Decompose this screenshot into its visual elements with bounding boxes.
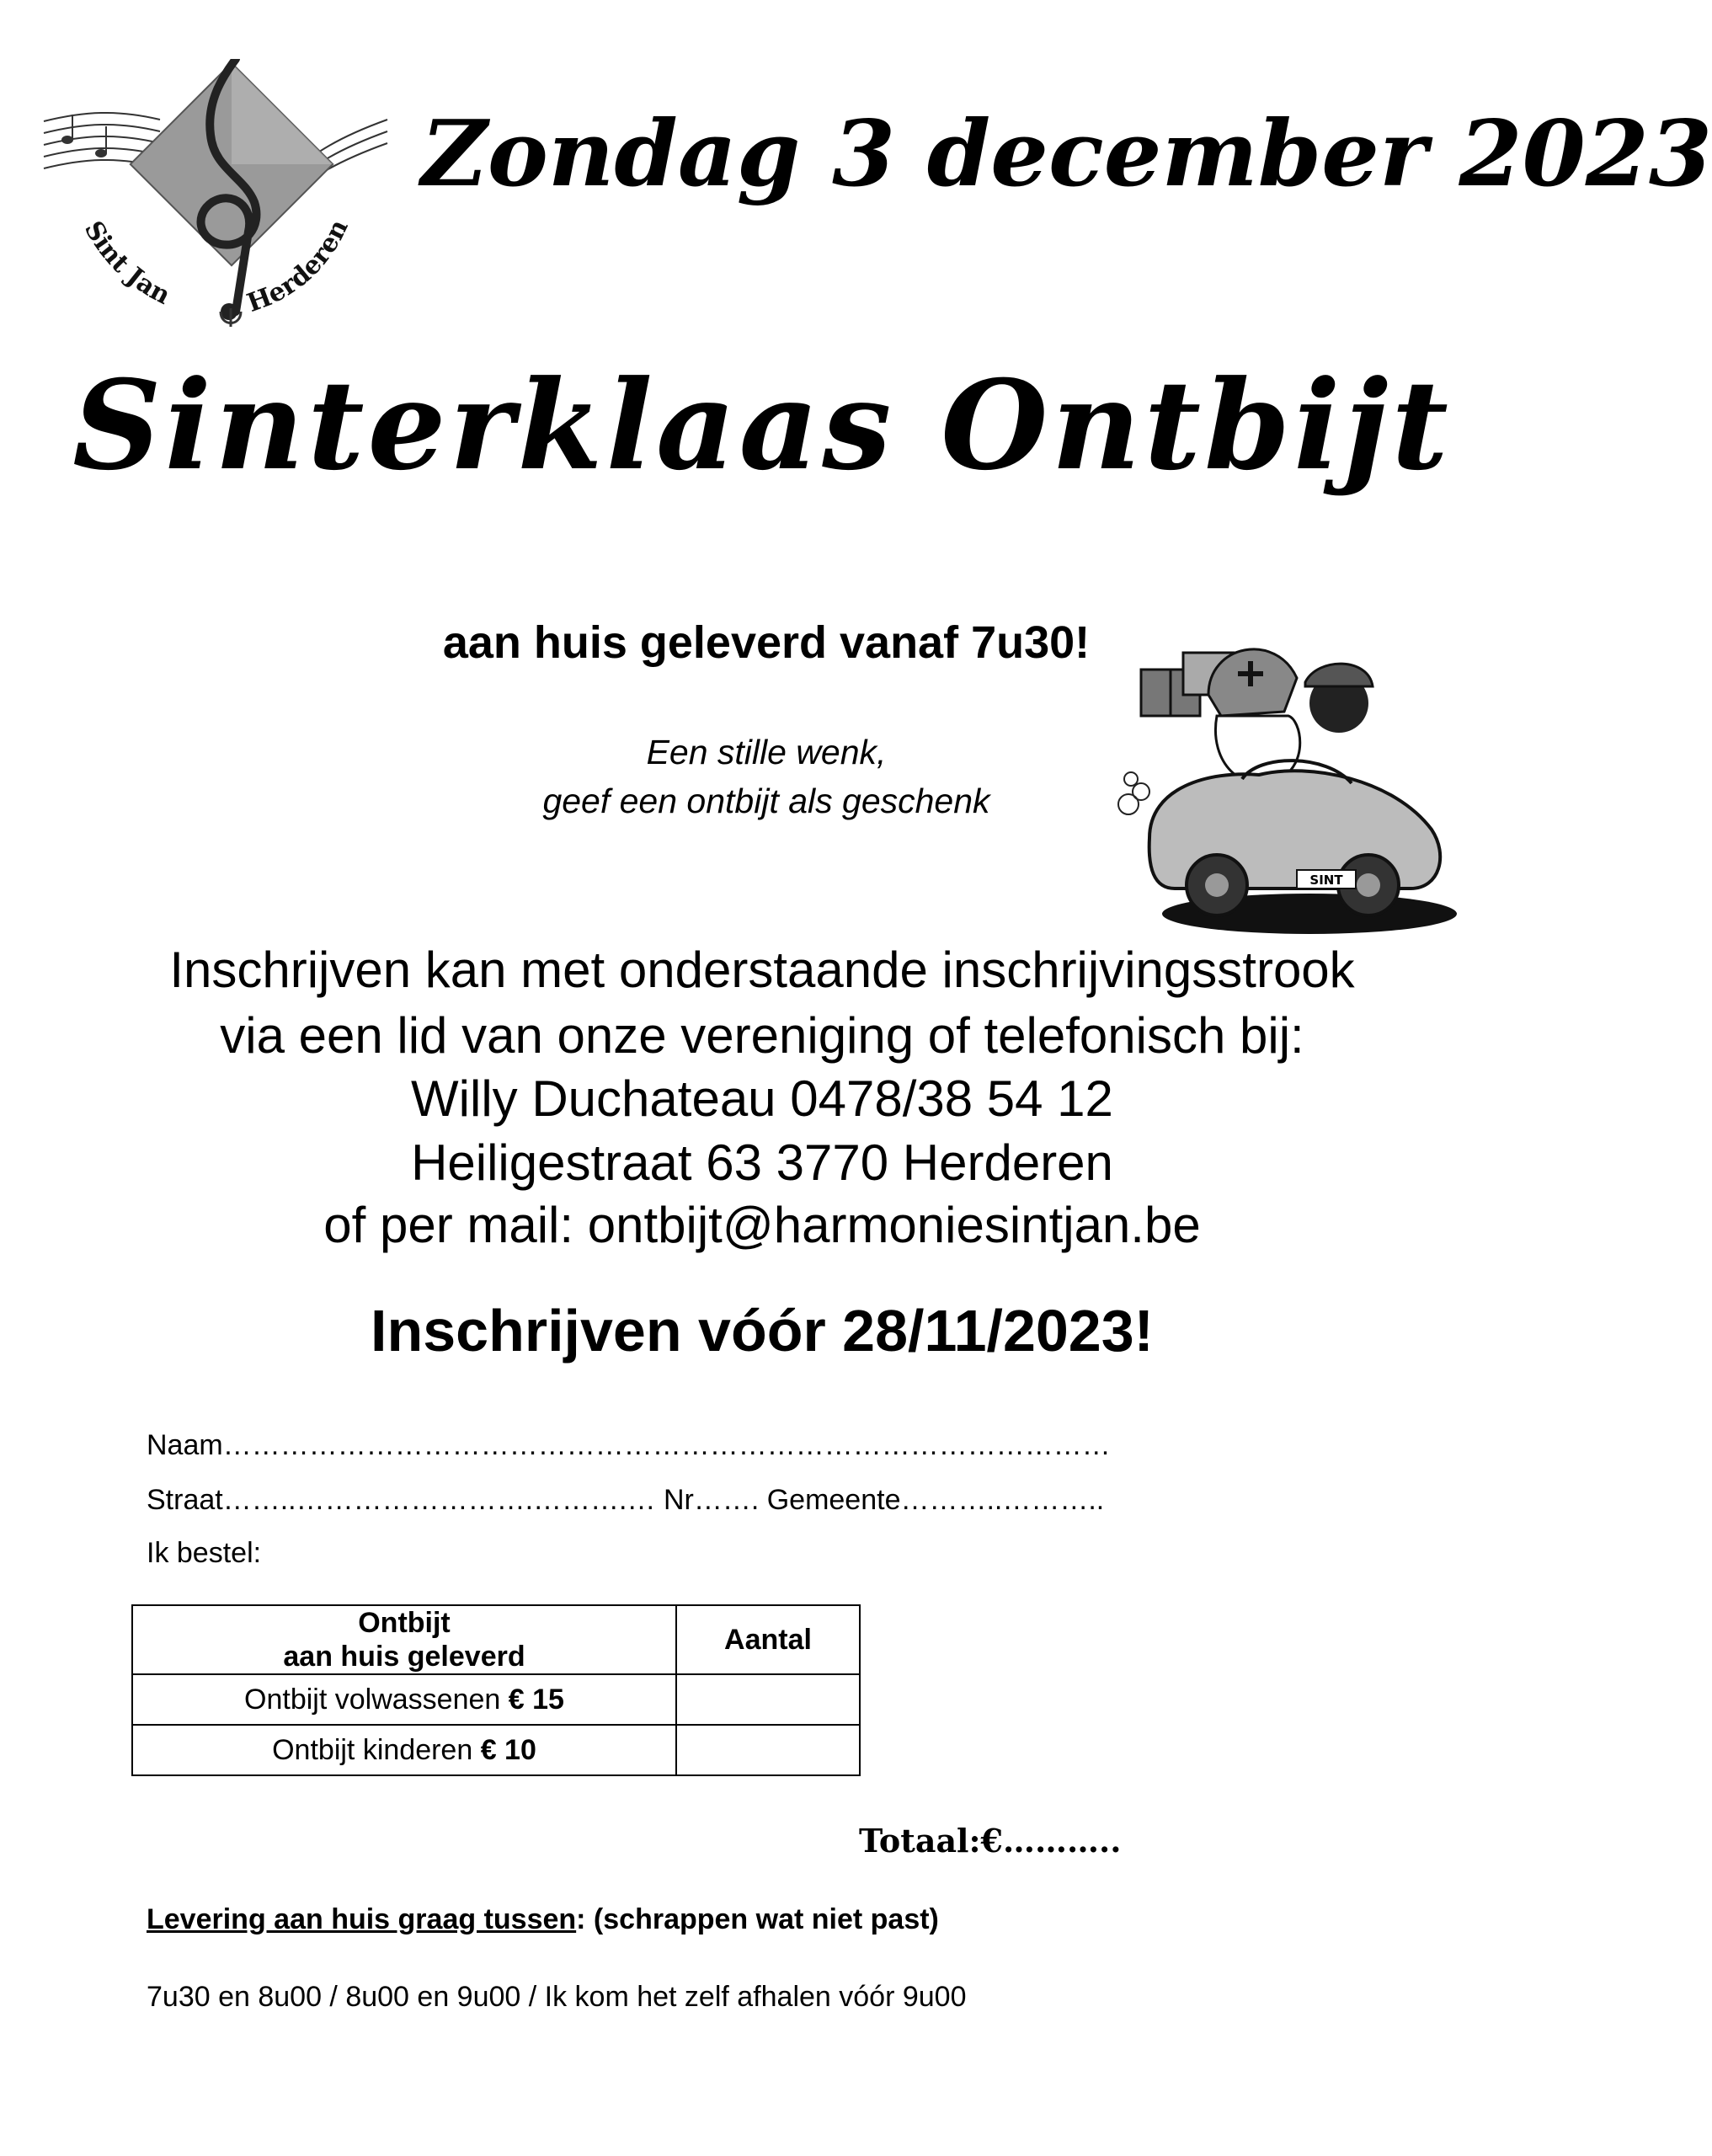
delivery-tagline: aan huis geleverd vanaf 7u30! [442, 617, 1091, 668]
info-line-2: via een lid van onze vereniging of telefonisch bij: [220, 1007, 1304, 1064]
product-column-header: Ontbijt aan huis geleverd [132, 1605, 676, 1674]
delivery-time-instruction: : (schrappen wat niet past) [576, 1903, 939, 1935]
registration-deadline: Inschrijven vóór 28/11/2023! [371, 1298, 1154, 1364]
order-table-header [132, 1605, 860, 1674]
info-line-1: Inschrijven kan met onderstaande inschrijvingsstrook [169, 942, 1355, 998]
page-title: Sinterklaas Ontbijt [72, 354, 1452, 498]
delivery-time-heading [147, 1903, 939, 1936]
table-row [132, 1725, 860, 1775]
logo-text-right: Herderen [243, 215, 355, 318]
club-logo [34, 59, 396, 328]
total-field[interactable]: Totaal:€……….. [859, 1822, 1122, 1860]
contact-address: Heiligestraat 63 3770 Herderen [411, 1134, 1113, 1191]
motto-line-2: geef een ontbijt als geschenk [542, 782, 990, 820]
order-label: Ik bestel: [147, 1537, 262, 1569]
quantity-children-field[interactable] [676, 1725, 860, 1775]
contact-email: of per mail: ontbijt@harmoniesintjan.be [323, 1197, 1201, 1253]
logo-text-left: Sint Jan [77, 216, 175, 311]
car-plate: SINT [1309, 873, 1343, 888]
quantity-adults-field[interactable] [676, 1674, 860, 1725]
order-table [131, 1604, 861, 1776]
address-field[interactable]: Straat……..…………………….……….… Nr……. Gemeente………..……….. [147, 1484, 1105, 1516]
product-children: Ontbijt kinderen € 10 [132, 1725, 676, 1775]
product-adults: Ontbijt volwassenen € 15 [132, 1674, 676, 1725]
contact-name-phone: Willy Duchateau 0478/38 54 12 [411, 1070, 1113, 1127]
delivery-options[interactable]: 7u30 en 8u00 / 8u00 en 9u00 / Ik kom het zelf afhalen vóór 9u00 [147, 1981, 967, 2013]
quantity-column-header: Aantal [676, 1605, 860, 1674]
event-date: Zondag 3 december 2023 [421, 101, 1712, 207]
delivery-time-label: Levering aan huis graag tussen [147, 1903, 577, 1935]
motto-line-1: Een stille wenk, [646, 733, 887, 771]
sinterklaas-car-illustration [1116, 636, 1453, 939]
name-field[interactable]: Naam………………………………………………………………………………… [147, 1429, 1111, 1461]
table-row [132, 1674, 860, 1725]
